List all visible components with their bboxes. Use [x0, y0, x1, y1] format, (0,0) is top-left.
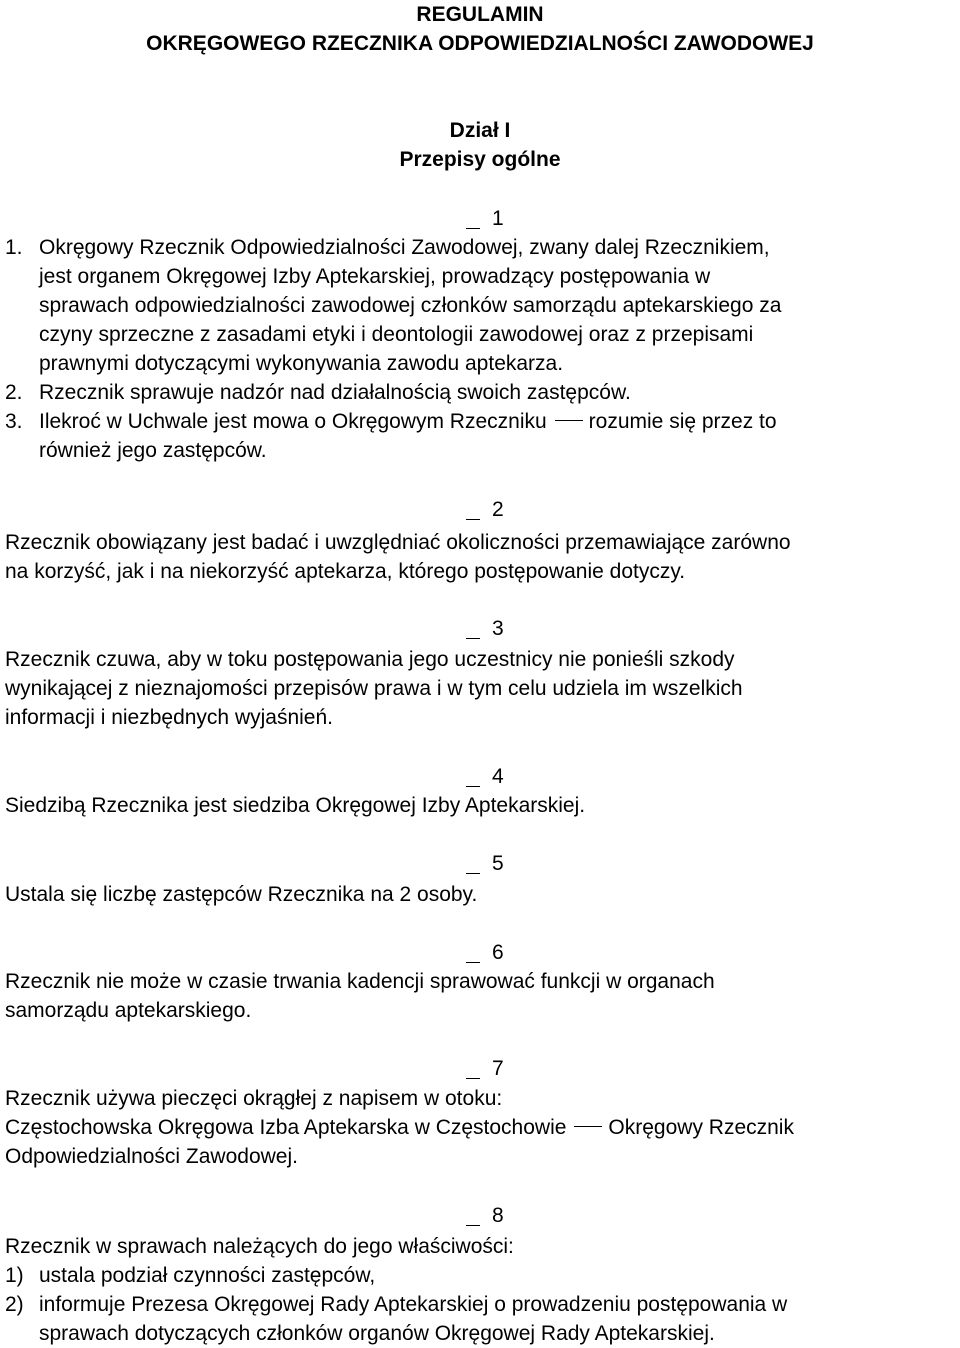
section-sign-icon: [466, 1228, 480, 1230]
section-sign-icon: [466, 641, 480, 643]
em-dash: [574, 1126, 602, 1128]
paragraph-6-heading: [466, 938, 504, 967]
list-item: [5, 407, 777, 436]
text-line: Rzecznik obowiązany jest badać i uwzględniać okoliczności przemawiające zarówno: [5, 531, 791, 554]
document-title-line1: REGULAMIN: [416, 3, 544, 26]
paragraph-3-heading: [466, 614, 504, 643]
text-line: Rzecznik w sprawach należących do jego właściwości:: [5, 1235, 514, 1258]
paragraph-number: 6: [492, 941, 504, 964]
text-line: na korzyść, jak i na niekorzyść aptekarza, którego postępowanie dotyczy.: [5, 560, 686, 583]
text-line: samorządu aptekarskiego.: [5, 999, 252, 1022]
text-line: Rzecznik sprawuje nadzór nad działalnością swoich zastępców.: [39, 381, 631, 404]
text-line: Okręgowy Rzecznik Odpowiedzialności Zawodowej, zwany dalej Rzecznikiem,: [39, 236, 770, 259]
text-line: czyny sprzeczne z zasadami etyki i deontologii zawodowej oraz z przepisami: [39, 323, 754, 346]
paragraph-7-heading: [466, 1054, 504, 1083]
text-segment: Okręgowy Rzecznik: [608, 1116, 794, 1139]
paragraph-4-heading: [466, 762, 504, 791]
paragraph-5-heading: [466, 849, 504, 878]
text-line: jest organem Okręgowej Izby Aptekarskiej, prowadzący postępowania w: [39, 265, 711, 288]
list-item: [5, 378, 631, 407]
list-item-number: 2): [5, 1293, 24, 1316]
list-item: [5, 1261, 375, 1290]
text-line: Ustala się liczbę zastępców Rzecznika na 2 osoby.: [5, 883, 478, 906]
paragraph-number: 8: [492, 1204, 504, 1227]
list-item: [5, 1290, 787, 1319]
paragraph-2-heading: [466, 495, 504, 524]
text-line: prawnymi dotyczącymi wykonywania zawodu aptekarza.: [39, 352, 564, 375]
text-line: rozumie się przez to: [588, 410, 777, 433]
list-item-number: 3.: [5, 410, 23, 433]
text-line: Rzecznik nie może w czasie trwania kadencji sprawować funkcji w organach: [5, 970, 715, 993]
paragraph-number: 7: [492, 1057, 504, 1080]
text-line: Siedzibą Rzecznika jest siedziba Okręgowej Izby Aptekarskiej.: [5, 794, 586, 817]
paragraph-number: 5: [492, 852, 504, 875]
text-line: [5, 1113, 794, 1142]
section-sign-icon: [466, 876, 480, 878]
text-line: sprawach dotyczących członków organów Okręgowej Rady Aptekarskiej.: [39, 1322, 715, 1345]
em-dash: [555, 420, 583, 422]
text-line: Rzecznik używa pieczęci okrągłej z napisem w otoku:: [5, 1087, 503, 1110]
text-line: ustala podział czynności zastępców,: [39, 1264, 376, 1287]
section-title-line1: Dział I: [449, 119, 511, 142]
list-item-number: 1.: [5, 236, 23, 259]
paragraph-number: 2: [492, 498, 504, 521]
text-line: Rzecznik czuwa, aby w toku postępowania jego uczestnicy nie ponieśli szkody: [5, 648, 735, 671]
section-sign-icon: [466, 522, 480, 524]
text-line: Ilekroć w Uchwale jest mowa o Okręgowym Rzeczniku: [39, 410, 547, 433]
paragraph-8-heading: [466, 1201, 504, 1230]
text-line: informuje Prezesa Okręgowej Rady Aptekarskiej o prowadzeniu postępowania w: [39, 1293, 788, 1316]
list-item-number: 2.: [5, 381, 23, 404]
text-segment: Częstochowska Okręgowa Izba Aptekarska w Częstochowie: [5, 1116, 567, 1139]
paragraph-number: 1: [492, 207, 504, 230]
text-line: Odpowiedzialności Zawodowej.: [5, 1145, 298, 1168]
paragraph-number: 3: [492, 617, 504, 640]
text-line: również jego zastępców.: [39, 439, 267, 462]
section-title-line2: Przepisy ogólne: [399, 148, 561, 171]
text-line: wynikającej z nieznajomości przepisów prawa i w tym celu udziela im wszelkich: [5, 677, 743, 700]
text-line: informacji i niezbędnych wyjaśnień.: [5, 706, 333, 729]
paragraph-1-heading: [466, 204, 504, 233]
list-item: [5, 233, 770, 262]
section-sign-icon: [466, 1081, 480, 1083]
list-item-number: 1): [5, 1264, 24, 1287]
paragraph-number: 4: [492, 765, 504, 788]
text-line: sprawach odpowiedzialności zawodowej członków samorządu aptekarskiego za: [39, 294, 782, 317]
document-title-line2: OKRĘGOWEGO RZECZNIKA ODPOWIEDZIALNOŚCI ZAWODOWEJ: [146, 32, 814, 55]
